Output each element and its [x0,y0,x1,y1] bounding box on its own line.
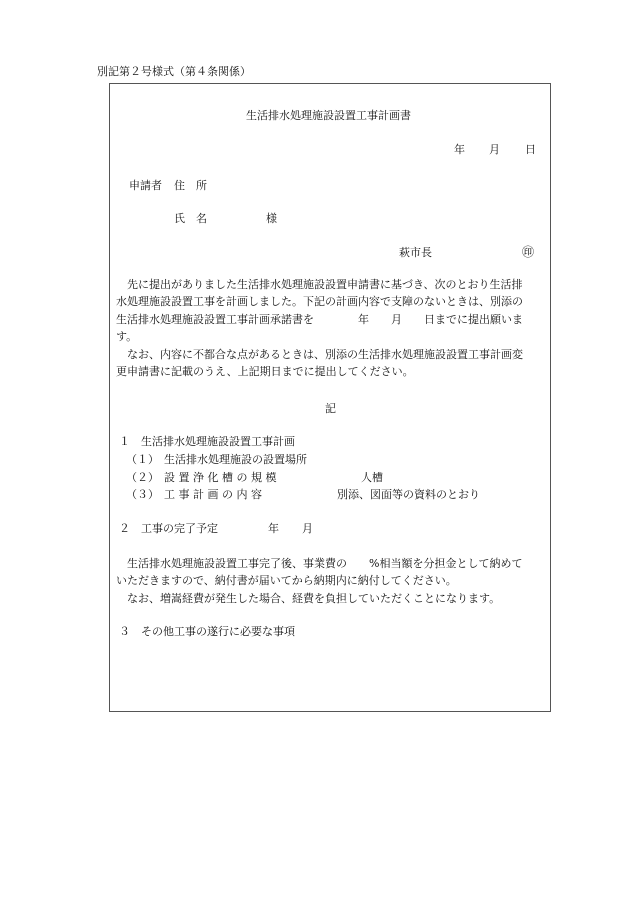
completion-month: 月 [302,522,313,535]
item-number: （１） [126,453,159,466]
date-year: 年 [454,143,465,156]
item-label: 設 置 浄 化 槽 の 規 模 [164,471,277,484]
notes-line: なお、増嵩経費が発生した場合、経費を負担していただくことになります。 [127,592,501,605]
item-value: 別添、図面等の資料のとおり [337,488,480,501]
address-label: 住 所 [174,179,207,192]
applicant-label: 申請者 [129,179,162,192]
seal-mark: ㊞ [522,245,535,259]
honorific: 様 [266,212,277,225]
date-day: 日 [525,143,536,156]
notes-line: いただきますので、納付書が届いてから納期内に納付してください。 [116,574,457,588]
intro-line: 水処理施設設置工事を計画しました。下記の計画内容で支障のないときは、別添の [116,295,523,309]
intro-line: なお、内容に不都合な点があるときは、別添の生活排水処理施設設置工事計画変 [127,348,523,361]
intro-line: 更申請書に記載のうえ、上記期日までに提出してください。 [116,365,414,379]
notes-paragraph-1 [116,555,548,590]
name-label: 氏 名 [174,212,207,225]
item-label: 生活排水処理施設の設置場所 [164,453,307,466]
notes-paragraph-2 [116,590,548,607]
intro-paragraph-1 [116,276,548,345]
section-1-heading: １ 生活排水処理施設設置工事計画 [119,435,295,448]
addressee-name: 萩市長 [399,246,432,259]
item-label: 工 事 計 画 の 内 容 [164,488,262,501]
header-label: 別記第２号様式（第４条関係） [97,65,251,78]
form-box [109,83,551,712]
completion-year: 年 [268,522,279,535]
item-value: 人槽 [361,471,383,484]
item-number: （３） [126,488,159,501]
section-2-heading: ２ 工事の完了予定 [119,522,218,535]
intro-line: す。 [116,329,138,343]
intro-line: 生活排水処理施設設置工事計画承諾書を 年 月 日までに提出願いま [116,312,523,326]
item-number: （２） [126,471,159,484]
notes-line: 生活排水処理施設設置工事完了後、事業費の %相当額を分担金として納めて [127,557,523,570]
section-3-heading: ３ その他工事の遂行に必要な事項 [119,625,295,638]
ki-heading: 記 [325,402,336,415]
date-month: 月 [489,143,500,156]
intro-paragraph-2 [116,346,548,381]
document-title: 生活排水処理施設設置工事計画書 [246,109,411,122]
intro-line: 先に提出がありました生活排水処理施設設置申請書に基づき、次のとおり生活排 [127,278,523,291]
